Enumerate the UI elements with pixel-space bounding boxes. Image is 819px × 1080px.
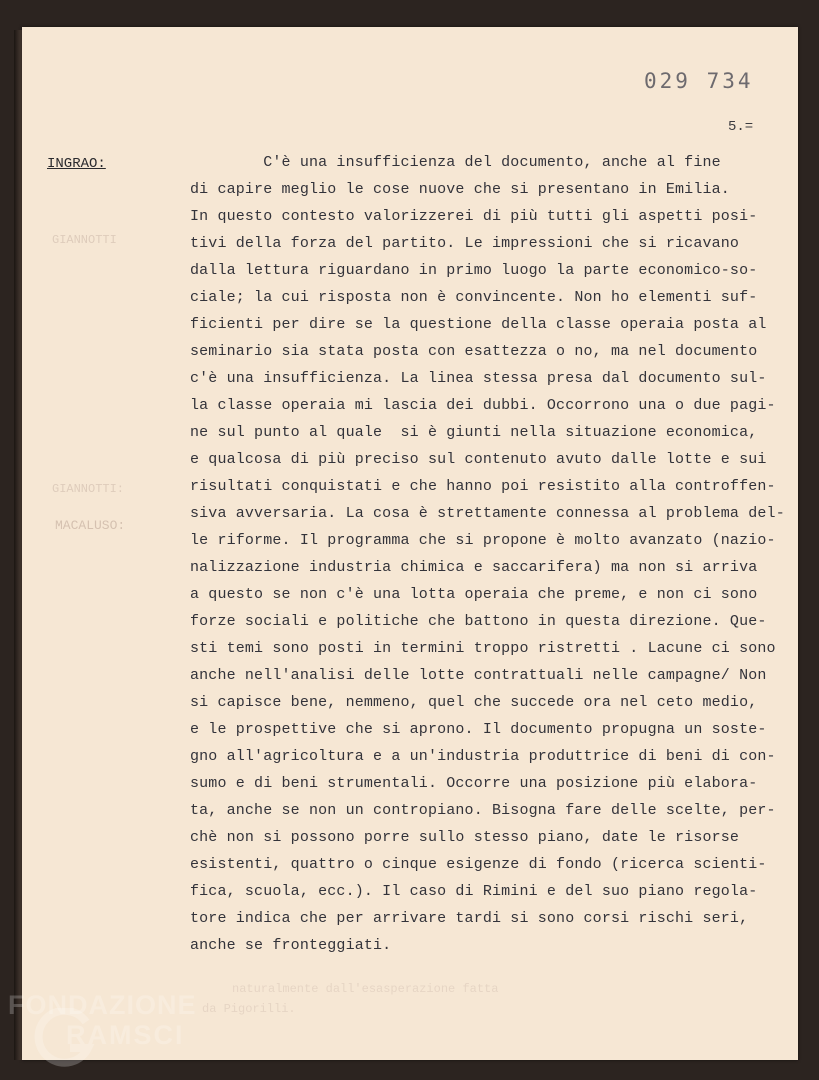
- document-page: [22, 27, 798, 1060]
- gramsci-g-logo-icon: [34, 1008, 96, 1070]
- body-line: forze sociali e politiche che battono in questa direzione. Que-: [190, 613, 767, 630]
- body-line: tore indica che per arrivare tardi si sono corsi rischi seri,: [190, 910, 749, 927]
- body-line: e qualcosa di più preciso sul contenuto avuto dalle lotte e sui: [190, 451, 767, 468]
- watermark-line-1: FONDAZIONE: [8, 990, 197, 1020]
- body-line: esistenti, quattro o cinque esigenze di fondo (ricerca scienti-: [190, 856, 767, 873]
- body-line: risultati conquistati e che hanno poi resistito alla controffen-: [190, 478, 776, 495]
- body-line: ta, anche se non un contropiano. Bisogna fare delle scelte, per-: [190, 802, 776, 819]
- body-line: seminario sia stata posta con esattezza o no, ma nel documento: [190, 343, 758, 360]
- page-number: 5.=: [728, 119, 754, 135]
- body-line: tivi della forza del partito. Le impressioni che si ricavano: [190, 235, 740, 252]
- bleed-through-text: GIANNOTTI: [52, 233, 117, 247]
- body-line: chè non si possono porre sullo stesso piano, date le risorse: [190, 829, 740, 846]
- body-line: gno all'agricoltura e a un'industria produttrice di beni di con-: [190, 748, 776, 765]
- archive-number: 029 734: [644, 69, 754, 93]
- body-line: la classe operaia mi lascia dei dubbi. Occorrono una o due pagi-: [190, 397, 776, 414]
- body-line: C'è una insufficienza del documento, anche al fine: [190, 154, 721, 171]
- body-line: ne sul punto al quale si è giunti nella situazione economica,: [190, 424, 758, 441]
- body-line: sti temi sono posti in termini troppo ristretti . Lacune ci sono: [190, 640, 776, 657]
- bleed-through-text: da Pigorilli.: [202, 1002, 296, 1016]
- body-line: sumo e di beni strumentali. Occorre una posizione più elabora-: [190, 775, 758, 792]
- body-line: In questo contesto valorizzerei di più tutti gli aspetti posi-: [190, 208, 758, 225]
- watermark-line-2: RAMSCI: [66, 1020, 185, 1050]
- body-line: e le prospettive che si aprono. Il documento propugna un soste-: [190, 721, 767, 738]
- bleed-through-text: MACALUSO:: [55, 518, 126, 533]
- body-line: siva avversaria. La cosa è strettamente connessa al problema del-: [190, 505, 785, 522]
- body-line: si capisce bene, nemmeno, quel che succede ora nel ceto medio,: [190, 694, 758, 711]
- body-line: dalla lettura riguardano in primo luogo la parte economico-so-: [190, 262, 758, 279]
- body-line: le riforme. Il programma che si propone è molto avanzato (nazio-: [190, 532, 776, 549]
- body-line: a questo se non c'è una lotta operaia che preme, e non ci sono: [190, 586, 758, 603]
- speaker-label: INGRAO:: [47, 156, 106, 172]
- body-line: di capire meglio le cose nuove che si presentano in Emilia.: [190, 181, 730, 198]
- bleed-through-text: GIANNOTTI:: [52, 482, 125, 496]
- body-line: anche nell'analisi delle lotte contrattuali nelle campagne/ Non: [190, 667, 767, 684]
- body-line: ficienti per dire se la questione della classe operaia posta al: [190, 316, 767, 333]
- fondazione-gramsci-watermark: [8, 990, 197, 1050]
- body-line: nalizzazione industria chimica e saccarifera) ma non si arriva: [190, 559, 758, 576]
- body-line: ciale; la cui risposta non è convincente. Non ho elementi suf-: [190, 289, 758, 306]
- bleed-through-text: naturalmente dall'esasperazione fatta: [232, 982, 499, 996]
- body-line: anche se fronteggiati.: [190, 937, 392, 954]
- body-line: fica, scuola, ecc.). Il caso di Rimini e del suo piano regola-: [190, 883, 758, 900]
- body-line: c'è una insufficienza. La linea stessa presa dal documento sul-: [190, 370, 767, 387]
